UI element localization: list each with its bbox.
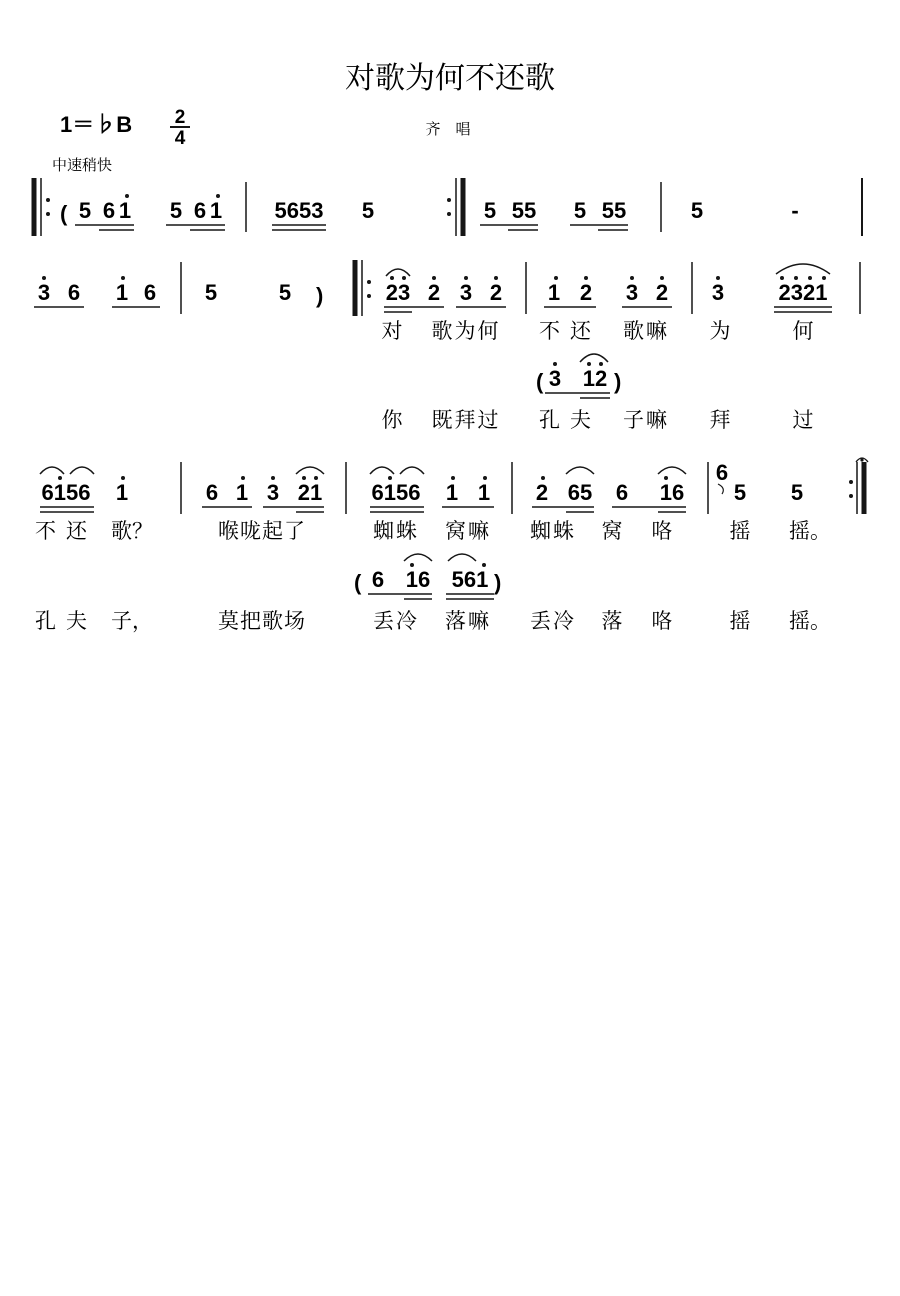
- key-signature: 1＝♭B: [60, 112, 133, 137]
- note: 6156: [41, 480, 91, 505]
- note: 2321: [778, 280, 828, 305]
- slur: [40, 467, 64, 474]
- high-octave-dot: [390, 276, 394, 280]
- note: 1: [115, 480, 129, 505]
- repeat-dot: [447, 198, 451, 202]
- slur: [370, 467, 394, 474]
- high-octave-dot: [464, 276, 468, 280]
- lyric: 为: [709, 319, 731, 343]
- high-octave-dot: [121, 476, 125, 480]
- open-parenthesis: (: [60, 201, 68, 226]
- time-signature-top: 2: [174, 107, 186, 128]
- note: 5: [278, 280, 292, 305]
- note: 5: [573, 198, 587, 223]
- high-octave-dot: [482, 563, 486, 567]
- lyric: 子，: [111, 609, 153, 633]
- note: 6: [102, 198, 116, 223]
- lyric: 子嘛: [623, 408, 669, 432]
- lyric: 摇: [729, 609, 751, 633]
- variant-note: 561: [451, 567, 489, 592]
- note: 1: [445, 480, 459, 505]
- beams: [272, 225, 326, 230]
- note: 3: [711, 280, 725, 305]
- lyric: 摇: [729, 519, 751, 543]
- high-octave-dot: [716, 276, 720, 280]
- beams: [774, 307, 832, 312]
- lyric: 丢冷: [373, 609, 419, 633]
- note: 55: [511, 198, 537, 223]
- repeat-dot: [46, 212, 50, 216]
- high-octave-dot: [599, 362, 603, 366]
- lyric: 歌为何: [431, 319, 501, 343]
- note: 5: [169, 198, 183, 223]
- high-octave-dot: [587, 362, 591, 366]
- beams: [75, 225, 225, 230]
- note: 1: [547, 280, 561, 305]
- slur: [400, 467, 424, 474]
- lyric: 过: [792, 408, 814, 432]
- beams: [370, 507, 494, 512]
- staff-row-3: [35, 458, 868, 634]
- slur: [296, 467, 324, 474]
- note: 2: [579, 280, 593, 305]
- song-title: 对歌为何不还歌: [345, 61, 555, 96]
- lyric: 喉咙起了: [218, 519, 306, 543]
- note: 5: [790, 480, 804, 505]
- high-octave-dot: [794, 276, 798, 280]
- lyric: 落: [601, 609, 623, 633]
- staff-row-2: [34, 260, 860, 432]
- note: 65: [567, 480, 593, 505]
- time-signature-bottom: 4: [174, 128, 186, 149]
- close-parenthesis: ): [614, 369, 622, 394]
- high-octave-dot: [660, 276, 664, 280]
- slur: [658, 467, 686, 474]
- high-octave-dot: [808, 276, 812, 280]
- note: 6156: [371, 480, 421, 505]
- lyric: 歌嘛: [623, 319, 669, 343]
- high-octave-dot: [42, 276, 46, 280]
- lyric: 落嘛: [445, 609, 491, 633]
- note: 6: [615, 480, 629, 505]
- repeat-dot: [849, 494, 853, 498]
- note: 1: [115, 280, 129, 305]
- lyric: 对: [381, 319, 403, 343]
- note: 6: [193, 198, 207, 223]
- high-octave-dot: [410, 563, 414, 567]
- high-octave-dot: [780, 276, 784, 280]
- high-octave-dot: [241, 476, 245, 480]
- high-octave-dot: [494, 276, 498, 280]
- note: 5: [78, 198, 92, 223]
- lyric: 孔夫: [539, 408, 601, 432]
- lyric: 摇。: [789, 519, 831, 543]
- note: 1: [118, 198, 132, 223]
- high-octave-dot: [271, 476, 275, 480]
- beams: [202, 507, 324, 512]
- note: 21: [297, 480, 323, 505]
- beams: [384, 307, 506, 312]
- lyric: 拜: [709, 408, 731, 432]
- dash-sustain: -: [791, 198, 799, 223]
- high-octave-dot: [402, 276, 406, 280]
- close-parenthesis: ): [494, 570, 502, 595]
- high-octave-dot: [314, 476, 318, 480]
- lyric: 蜘蛛: [530, 519, 576, 543]
- lyric: 咯: [651, 609, 673, 633]
- close-parenthesis: ): [316, 283, 324, 308]
- high-octave-dot: [554, 276, 558, 280]
- high-octave-dot: [58, 476, 62, 480]
- slur: [580, 354, 608, 362]
- high-octave-dot: [664, 476, 668, 480]
- open-parenthesis: (: [536, 369, 544, 394]
- note: 23: [385, 280, 411, 305]
- high-octave-dot: [630, 276, 634, 280]
- lyric: 摇。: [789, 609, 831, 633]
- lyric: 窝: [601, 519, 623, 543]
- high-octave-dot: [451, 476, 455, 480]
- lyric: 咯: [651, 519, 673, 543]
- variant-note: 6: [371, 567, 385, 592]
- lyric: 蜘蛛: [373, 519, 419, 543]
- lyric: 孔夫: [35, 609, 97, 633]
- repeat-dot: [447, 212, 451, 216]
- lyric: 既拜过: [431, 408, 501, 432]
- note: 1: [235, 480, 249, 505]
- high-octave-dot: [553, 362, 557, 366]
- slur: [566, 467, 594, 474]
- note: 16: [659, 480, 685, 505]
- note: 3: [266, 480, 280, 505]
- note: 6: [143, 280, 157, 305]
- beams: [532, 507, 686, 512]
- high-octave-dot: [584, 276, 588, 280]
- beams: [545, 393, 610, 398]
- slur: [404, 554, 432, 561]
- slur: [70, 467, 94, 474]
- high-octave-dot: [822, 276, 826, 280]
- slur: [386, 269, 410, 276]
- note: 3: [459, 280, 473, 305]
- note: 2: [655, 280, 669, 305]
- grace-note: 6: [715, 460, 729, 485]
- lyric: 不还: [35, 519, 97, 543]
- note: 6: [67, 280, 81, 305]
- open-parenthesis: (: [354, 570, 362, 595]
- beams: [40, 507, 94, 512]
- high-octave-dot: [432, 276, 436, 280]
- note: 3: [625, 280, 639, 305]
- performance-style: 齐 唱: [425, 120, 471, 138]
- high-octave-dot: [121, 276, 125, 280]
- lyric: 窝嘛: [445, 519, 491, 543]
- beams: [368, 594, 494, 599]
- note: 2: [489, 280, 503, 305]
- high-octave-dot: [216, 194, 220, 198]
- repeat-dot: [849, 480, 853, 484]
- lyric: 丢冷: [530, 609, 576, 633]
- note: 2: [427, 280, 441, 305]
- lyric: 莫把歌场: [218, 609, 306, 633]
- high-octave-dot: [302, 476, 306, 480]
- note: 3: [37, 280, 51, 305]
- staff-row-1: [34, 178, 862, 236]
- high-octave-dot: [483, 476, 487, 480]
- fermata-dot: [860, 458, 863, 461]
- note: 55: [601, 198, 627, 223]
- note: 5: [690, 198, 704, 223]
- note: 5: [204, 280, 218, 305]
- tempo-marking: 中速稍快: [52, 156, 113, 174]
- note: 5: [361, 198, 375, 223]
- variant-note: 3: [548, 366, 562, 391]
- lyric: 你: [381, 408, 403, 432]
- lyric: 不还: [539, 319, 601, 343]
- variant-note: 12: [582, 366, 608, 391]
- note: 1: [477, 480, 491, 505]
- repeat-dot: [367, 280, 371, 284]
- repeat-dot: [367, 294, 371, 298]
- repeat-dot: [46, 198, 50, 202]
- note: 5653: [274, 198, 324, 223]
- note: 5: [483, 198, 497, 223]
- lyric: 歌？: [111, 519, 153, 543]
- high-octave-dot: [125, 194, 129, 198]
- slur: [448, 554, 476, 561]
- grace-tie: [718, 484, 723, 494]
- note: 1: [209, 198, 223, 223]
- slur: [776, 264, 830, 274]
- beams: [480, 225, 628, 230]
- note: 5: [733, 480, 747, 505]
- variant-note: 16: [405, 567, 431, 592]
- high-octave-dot: [541, 476, 545, 480]
- lyric: 何: [792, 319, 814, 343]
- note: 6: [205, 480, 219, 505]
- high-octave-dot: [388, 476, 392, 480]
- note: 2: [535, 480, 549, 505]
